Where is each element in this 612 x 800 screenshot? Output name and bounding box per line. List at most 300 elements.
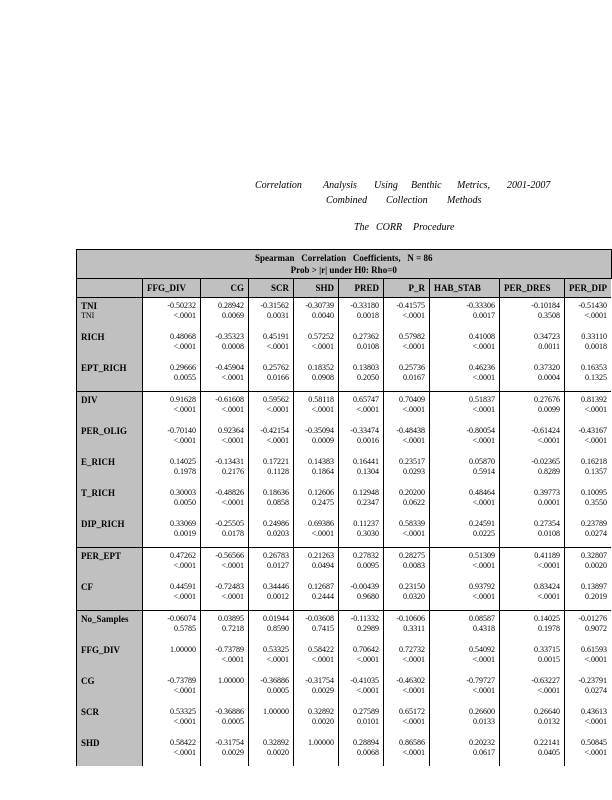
p-value: 0.0016 <box>357 436 379 445</box>
p-value: 0.0178 <box>222 529 244 538</box>
data-cell <box>565 298 612 330</box>
p-value: 0.2989 <box>357 624 379 633</box>
data-cell <box>201 392 249 424</box>
p-value: <.0001 <box>472 686 495 695</box>
coefficient: 0.37320 <box>534 363 560 372</box>
data-cell <box>249 579 294 611</box>
data-cell <box>384 673 430 704</box>
data-cell <box>500 611 565 643</box>
data-cell <box>500 423 565 454</box>
coefficient: -0.73789 <box>215 645 244 654</box>
p-value: 0.0133 <box>473 717 495 726</box>
data-cell <box>201 704 249 735</box>
data-cell <box>249 485 294 516</box>
row-label-text: TNI <box>81 301 98 311</box>
coefficient: 0.24591 <box>469 519 495 528</box>
data-cell <box>565 423 612 454</box>
row-label <box>77 673 143 704</box>
p-value: <.0001 <box>266 342 289 351</box>
column-header: SHD <box>294 279 339 298</box>
data-cell <box>430 548 500 580</box>
data-cell <box>339 329 384 360</box>
p-value: 0.0029 <box>222 748 244 757</box>
p-value: 0.0908 <box>312 373 334 382</box>
coefficient: 0.41189 <box>534 551 560 560</box>
data-cell <box>384 516 430 548</box>
p-value: 0.0617 <box>473 748 495 757</box>
p-value: 0.2019 <box>585 592 607 601</box>
p-value: 0.0108 <box>538 529 560 538</box>
data-cell <box>339 392 384 424</box>
coefficient: -0.23791 <box>578 676 607 685</box>
data-cell <box>294 392 339 424</box>
data-cell <box>500 298 565 330</box>
data-cell <box>339 423 384 454</box>
p-value: 0.3030 <box>357 529 379 538</box>
p-value: 0.0020 <box>312 717 334 726</box>
coefficient: -0.79727 <box>466 676 495 685</box>
row-label-text: E_RICH <box>81 457 116 467</box>
data-cell <box>249 642 294 673</box>
coefficient: -0.80054 <box>466 426 495 435</box>
p-value: <.0001 <box>356 655 379 664</box>
p-value: <.0001 <box>402 748 425 757</box>
coefficient: 0.12687 <box>308 582 334 591</box>
coefficient: 0.29666 <box>170 363 196 372</box>
coefficient: 0.24986 <box>263 519 289 528</box>
coefficient: 0.26600 <box>469 707 495 716</box>
coefficient: 0.17221 <box>263 457 289 466</box>
data-cell <box>294 673 339 704</box>
p-value: 0.0274 <box>585 529 607 538</box>
table-row <box>77 454 612 485</box>
p-value: <.0001 <box>537 592 560 601</box>
p-value: 0.0001 <box>538 498 560 507</box>
row-label-text: DIV <box>81 395 98 405</box>
coefficient: -0.50232 <box>167 301 196 310</box>
coefficient: 0.33069 <box>170 519 196 528</box>
p-value: <.0001 <box>472 498 495 507</box>
p-value: 0.0132 <box>538 717 560 726</box>
coefficient: 1.00000 <box>218 676 244 685</box>
coefficient: 0.46236 <box>469 363 495 372</box>
coefficient: 0.44591 <box>170 582 196 591</box>
p-value: <.0001 <box>173 405 196 414</box>
coefficient: -0.63227 <box>531 676 560 685</box>
p-value: 0.1864 <box>312 467 334 476</box>
coefficient: 1.00000 <box>170 645 196 654</box>
p-value: <.0001 <box>402 717 425 726</box>
coefficient: 0.14025 <box>534 614 560 623</box>
table-row <box>77 392 612 424</box>
coefficient: -0.51430 <box>578 301 607 310</box>
data-cell <box>384 392 430 424</box>
coefficient: 0.12606 <box>308 488 334 497</box>
p-value: 0.2050 <box>357 373 379 382</box>
data-cell <box>565 611 612 643</box>
p-value: <.0001 <box>221 498 244 507</box>
coefficient: -0.35323 <box>215 332 244 341</box>
data-cell <box>384 454 430 485</box>
p-value: 0.0099 <box>538 405 560 414</box>
coefficient: -0.10184 <box>531 301 560 310</box>
data-cell <box>143 329 201 360</box>
data-cell <box>500 642 565 673</box>
data-cell <box>294 423 339 454</box>
coefficient: -0.41575 <box>396 301 425 310</box>
p-value: <.0001 <box>537 436 560 445</box>
coefficient: -0.36886 <box>260 676 289 685</box>
row-label-text: No_Samples <box>81 614 129 624</box>
row-label <box>77 735 143 766</box>
data-cell <box>500 485 565 516</box>
coefficient: 0.28894 <box>353 738 379 747</box>
p-value: <.0001 <box>402 405 425 414</box>
coefficient: 0.57252 <box>308 332 334 341</box>
title-word: Correlation <box>255 180 302 191</box>
coefficient: 0.65747 <box>353 395 379 404</box>
p-value: 0.1357 <box>585 467 607 476</box>
p-value: 0.0040 <box>312 311 334 320</box>
coefficient: 0.16218 <box>581 457 607 466</box>
row-label <box>77 579 143 611</box>
coefficient: 0.30003 <box>170 488 196 497</box>
p-value: 0.9072 <box>585 624 607 633</box>
coefficient: 0.50845 <box>581 738 607 747</box>
data-cell <box>430 735 500 766</box>
data-cell <box>430 642 500 673</box>
data-cell <box>565 642 612 673</box>
table-row <box>77 298 612 330</box>
coefficient: 0.08587 <box>469 614 495 623</box>
coefficient: 0.26640 <box>534 707 560 716</box>
p-value: 0.3550 <box>585 498 607 507</box>
coefficient: 0.34723 <box>534 332 560 341</box>
p-value: 0.0622 <box>403 498 425 507</box>
row-label-text: CG <box>81 676 95 686</box>
data-cell <box>430 329 500 360</box>
data-cell <box>143 611 201 643</box>
data-cell <box>294 704 339 735</box>
data-cell <box>249 548 294 580</box>
row-label <box>77 611 143 643</box>
p-value: 0.0167 <box>403 373 425 382</box>
coefficient: 0.54092 <box>469 645 495 654</box>
data-cell <box>143 298 201 330</box>
p-value: 0.0095 <box>357 561 379 570</box>
data-cell <box>294 516 339 548</box>
p-value: 0.2176 <box>222 467 244 476</box>
row-label-text: PER_EPT <box>81 551 122 561</box>
row-label-text: CF <box>81 582 93 592</box>
p-value: <.0001 <box>221 655 244 664</box>
coefficient: 0.13803 <box>353 363 379 372</box>
data-cell <box>384 298 430 330</box>
p-value: 0.0320 <box>403 592 425 601</box>
data-cell <box>430 392 500 424</box>
data-cell <box>384 360 430 392</box>
p-value: 0.0015 <box>538 655 560 664</box>
coefficient: 0.70409 <box>399 395 425 404</box>
table-row <box>77 516 612 548</box>
data-cell <box>565 704 612 735</box>
data-cell <box>339 611 384 643</box>
p-value: 0.1128 <box>267 467 289 476</box>
coefficient: 0.18352 <box>308 363 334 372</box>
coefficient: 0.91628 <box>170 395 196 404</box>
coefficient: -0.48826 <box>215 488 244 497</box>
data-cell <box>143 516 201 548</box>
data-cell <box>500 516 565 548</box>
p-value: <.0001 <box>356 405 379 414</box>
coefficient: 0.25762 <box>263 363 289 372</box>
coefficient: 0.20232 <box>469 738 495 747</box>
data-cell <box>500 392 565 424</box>
data-cell <box>500 454 565 485</box>
coefficient: -0.33474 <box>350 426 379 435</box>
data-cell <box>339 298 384 330</box>
p-value: <.0001 <box>173 561 196 570</box>
coefficient: 0.93792 <box>469 582 495 591</box>
table-row <box>77 485 612 516</box>
p-value: 0.7415 <box>312 624 334 633</box>
table-row <box>77 673 612 704</box>
coefficient: -0.48438 <box>396 426 425 435</box>
coefficient: -0.33180 <box>350 301 379 310</box>
p-value: <.0001 <box>173 436 196 445</box>
data-cell <box>565 579 612 611</box>
table-row <box>77 548 612 580</box>
data-cell <box>294 485 339 516</box>
row-label-text: FFG_DIV <box>81 645 120 655</box>
row-label-text: SCR <box>81 707 100 717</box>
data-cell <box>143 360 201 392</box>
row-label <box>77 360 143 392</box>
p-value <box>249 717 289 727</box>
procedure-title <box>0 222 612 236</box>
coefficient: 0.83424 <box>534 582 560 591</box>
coefficient: -0.45904 <box>215 363 244 372</box>
data-cell <box>201 579 249 611</box>
data-cell <box>384 611 430 643</box>
coefficient: -0.01276 <box>578 614 607 623</box>
coefficient: -0.31754 <box>215 738 244 747</box>
coefficient: -0.56566 <box>215 551 244 560</box>
coefficient: 0.14383 <box>308 457 334 466</box>
data-cell <box>201 485 249 516</box>
p-value: <.0001 <box>221 436 244 445</box>
p-value: 0.0083 <box>403 561 425 570</box>
coefficient: 0.32892 <box>308 707 334 716</box>
p-value: 0.0019 <box>174 529 196 538</box>
data-cell <box>384 579 430 611</box>
title-word: Combined <box>326 195 368 206</box>
coefficient: 0.05870 <box>469 457 495 466</box>
data-cell <box>201 611 249 643</box>
coefficient: 0.23789 <box>581 519 607 528</box>
column-header: CG <box>201 279 249 298</box>
p-value: <.0001 <box>472 561 495 570</box>
data-cell <box>565 485 612 516</box>
p-value: 0.0017 <box>473 311 495 320</box>
column-header: SCR <box>249 279 294 298</box>
data-cell <box>249 704 294 735</box>
data-cell <box>339 485 384 516</box>
data-cell <box>339 548 384 580</box>
p-value: <.0001 <box>221 405 244 414</box>
data-cell <box>565 329 612 360</box>
data-cell <box>500 704 565 735</box>
coefficient: -0.36886 <box>215 707 244 716</box>
p-value: 0.4318 <box>473 624 495 633</box>
column-header: PER_DIP <box>565 279 612 298</box>
data-cell <box>565 673 612 704</box>
data-cell <box>201 516 249 548</box>
title-word: The <box>354 222 369 233</box>
title-word: Methods <box>447 195 482 206</box>
data-cell <box>249 392 294 424</box>
data-cell <box>339 642 384 673</box>
p-value: 0.0011 <box>538 342 560 351</box>
p-value: 0.2347 <box>357 498 379 507</box>
coefficient: -0.06074 <box>167 614 196 623</box>
coefficient: 0.14025 <box>170 457 196 466</box>
p-value: 0.0008 <box>222 342 244 351</box>
data-cell <box>430 360 500 392</box>
data-cell <box>500 735 565 766</box>
coefficient: 0.01944 <box>263 614 289 623</box>
p-value: <.0001 <box>537 561 560 570</box>
table-row <box>77 704 612 735</box>
data-cell <box>384 423 430 454</box>
title-word: Analysis <box>323 180 357 191</box>
coefficient: -0.61608 <box>215 395 244 404</box>
data-cell <box>430 516 500 548</box>
data-cell <box>339 454 384 485</box>
data-cell <box>339 704 384 735</box>
data-cell <box>143 392 201 424</box>
p-value: 0.0274 <box>585 686 607 695</box>
coefficient: 0.86586 <box>399 738 425 747</box>
header-line-1: Spearman Correlation Coefficients, N = 86 <box>255 253 433 263</box>
data-cell <box>565 454 612 485</box>
coefficient: 0.28275 <box>399 551 425 560</box>
corner-cell <box>77 279 143 298</box>
data-cell <box>201 298 249 330</box>
data-cell <box>339 735 384 766</box>
data-cell <box>430 423 500 454</box>
p-value: <.0001 <box>173 342 196 351</box>
row-label <box>77 548 143 580</box>
data-cell <box>430 611 500 643</box>
data-cell <box>430 485 500 516</box>
coefficient: 0.23517 <box>399 457 425 466</box>
row-label <box>77 329 143 360</box>
coefficient: 0.58118 <box>308 395 334 404</box>
title-word: Collection <box>386 195 428 206</box>
p-value: <.0001 <box>402 686 425 695</box>
coefficient: 0.16353 <box>581 363 607 372</box>
p-value: <.0001 <box>402 311 425 320</box>
p-value: <.0001 <box>356 686 379 695</box>
data-cell <box>201 673 249 704</box>
row-label <box>77 392 143 424</box>
coefficient: 0.25736 <box>399 363 425 372</box>
data-cell <box>294 360 339 392</box>
data-cell <box>294 548 339 580</box>
data-cell <box>430 298 500 330</box>
data-cell <box>249 673 294 704</box>
column-header: PER_DRES <box>500 279 565 298</box>
row-label-text: PER_OLIG <box>81 426 128 436</box>
data-cell <box>565 392 612 424</box>
coefficient: 0.61593 <box>581 645 607 654</box>
data-cell <box>201 454 249 485</box>
coefficient: 0.45191 <box>263 332 289 341</box>
data-cell <box>249 298 294 330</box>
coefficient: -0.31754 <box>305 676 334 685</box>
p-value: 0.0020 <box>585 561 607 570</box>
p-value: 0.0012 <box>267 592 289 601</box>
table-row <box>77 423 612 454</box>
p-value: <.0001 <box>266 405 289 414</box>
data-cell <box>201 735 249 766</box>
coefficient: -0.02365 <box>531 457 560 466</box>
table-row <box>77 360 612 392</box>
data-cell <box>565 548 612 580</box>
data-cell <box>201 642 249 673</box>
coefficient: 0.27354 <box>534 519 560 528</box>
p-value: 0.0031 <box>267 311 289 320</box>
p-value: 0.0293 <box>403 467 425 476</box>
data-cell <box>339 516 384 548</box>
coefficient: 0.26783 <box>263 551 289 560</box>
p-value: <.0001 <box>537 686 560 695</box>
p-value: <.0001 <box>402 529 425 538</box>
coefficient: 0.70642 <box>353 645 379 654</box>
coefficient: -0.72483 <box>215 582 244 591</box>
coefficient: -0.42154 <box>260 426 289 435</box>
data-cell <box>294 579 339 611</box>
data-cell <box>249 329 294 360</box>
data-cell <box>143 454 201 485</box>
row-label <box>77 298 143 330</box>
p-value: <.0001 <box>584 405 607 414</box>
coefficient: 0.18636 <box>263 488 289 497</box>
p-value: 0.3508 <box>538 311 560 320</box>
coefficient: -0.03608 <box>305 614 334 623</box>
data-cell <box>500 329 565 360</box>
coefficient: -0.70140 <box>167 426 196 435</box>
data-cell <box>294 611 339 643</box>
p-value: <.0001 <box>173 592 196 601</box>
p-value: 0.5785 <box>174 624 196 633</box>
data-cell <box>143 579 201 611</box>
p-value: <.0001 <box>266 436 289 445</box>
data-cell <box>339 673 384 704</box>
column-header: FFG_DIV <box>143 279 201 298</box>
coefficient: 0.65172 <box>399 707 425 716</box>
row-label-text: SHD <box>81 738 100 748</box>
row-label <box>77 642 143 673</box>
data-cell <box>500 360 565 392</box>
coefficient: 0.69386 <box>308 519 334 528</box>
p-value: <.0001 <box>266 655 289 664</box>
coefficient: -0.35094 <box>305 426 334 435</box>
coefficient: -0.10606 <box>396 614 425 623</box>
coefficient: 0.53325 <box>263 645 289 654</box>
coefficient: 0.27676 <box>534 395 560 404</box>
